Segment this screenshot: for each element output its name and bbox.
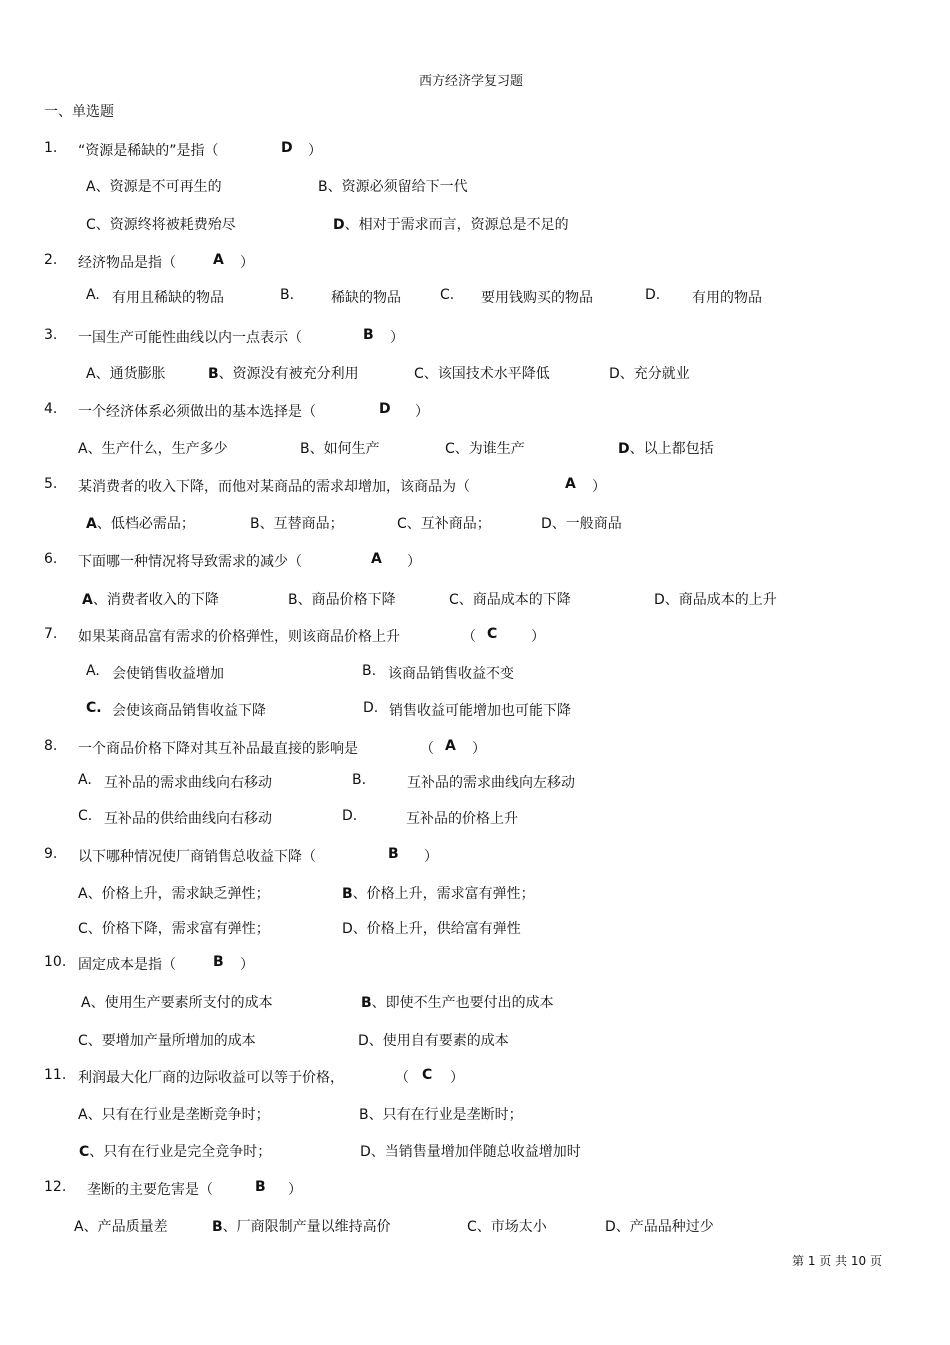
option-item [78,883,270,903]
option-text: 、低档必需品； [96,516,195,532]
option-item [609,363,690,383]
option-item [397,513,491,533]
answer-key: C [422,1067,433,1083]
option-text: 、如何生产 [309,441,380,457]
option-text: 互补品的价格上升 [406,811,518,827]
option-item [360,1141,581,1161]
option-letter: C [467,1219,477,1235]
question-stem: 利润最大化厂商的边际收益可以等于价格， [78,1070,344,1086]
question-stem: 一个经济体系必须做出的基本选择是（ [78,404,316,420]
option-item [605,1216,714,1236]
option-letter: A [86,516,97,532]
option-letter: D [358,1033,369,1049]
question-open-paren: （ [462,629,476,645]
option-letter: B. [280,287,295,303]
option-text: 、当销售量增加伴随总收益增加时 [370,1144,581,1160]
question-number: 11. [44,1067,67,1083]
option-text: 会使销售收益增加 [112,666,224,682]
question-stem: 一国生产可能性曲线以内一点表示（ [78,330,302,346]
option-letter: D [609,366,620,382]
option-text: 、即使不生产也要付出的成本 [371,995,554,1011]
question-close-paren: ） [240,255,254,271]
question-number: 10. [44,954,67,970]
option-item [359,1104,523,1124]
option-letter: B [359,1107,369,1123]
option-text: 、商品成本的上升 [664,592,777,608]
answer-key: D [379,401,391,417]
option-letter: D. [645,287,661,303]
option-item [78,1030,256,1050]
option-letter: C [449,592,459,608]
option-item [358,1030,509,1050]
option-letter: B [208,366,219,382]
option-letter: C [78,1033,88,1049]
page-footer: 第 1 页 共 10 页 [792,1254,882,1268]
option-text: 、只有在行业是垄断竞争时； [87,1107,270,1123]
page-title: 西方经济学复习题 [419,74,524,89]
option-letter: A. [86,287,100,303]
option-letter: C [79,1144,90,1160]
answer-key: B [363,327,374,343]
option-letter: A. [78,772,92,788]
option-text: 、价格上升，需求缺乏弹性； [87,886,270,902]
option-item [212,1216,391,1236]
answer-key: A [565,476,576,492]
answer-key: D [281,140,293,156]
option-text: 、产品品种过少 [615,1219,714,1235]
option-letter: D [605,1219,616,1235]
option-text: 、生产什么，生产多少 [87,441,228,457]
option-letter: B. [362,663,377,679]
option-text: 、商品价格下降 [297,592,396,608]
section-heading: 一、单选题 [44,104,114,120]
option-item [318,176,468,196]
question-number: 2. [44,252,58,268]
option-item [300,438,380,458]
question-close-paren: ） [450,1070,464,1086]
question-open-paren: （ [395,1070,409,1086]
option-letter: D [333,217,345,233]
question-number: 3. [44,327,58,343]
option-letter: B [342,886,353,902]
option-text: 、相对于需求而言，资源总是不足的 [344,217,569,233]
option-item [86,176,222,196]
option-letter: C. [86,700,102,716]
option-text: 、互替商品； [259,516,344,532]
option-letter: B [300,441,310,457]
question-close-paren: ） [288,1182,302,1198]
question-stem: 固定成本是指（ [78,957,176,973]
answer-key: B [213,954,224,970]
option-text: 、资源是不可再生的 [95,179,222,195]
option-letter: D. [342,808,358,824]
option-letter: C [78,921,88,937]
answer-key: B [388,846,399,862]
option-text: 、产品质量差 [83,1219,168,1235]
option-text: 、商品成本的下降 [458,592,571,608]
option-text: 、价格下降，需求富有弹性； [87,921,270,937]
option-letter: A [78,886,88,902]
option-item [208,363,359,383]
option-item [333,214,569,234]
option-letter: B [212,1219,223,1235]
option-letter: A. [86,663,100,679]
option-letter: C [445,441,455,457]
option-text: 要用钱购买的物品 [481,290,593,306]
option-item [445,438,525,458]
option-letter: D [654,592,665,608]
option-item [78,438,228,458]
question-close-paren: ） [531,629,545,645]
option-text: 、使用自有要素的成本 [368,1033,509,1049]
question-stem: 经济物品是指（ [78,255,176,271]
option-item [81,992,273,1012]
question-open-paren: （ [420,741,434,757]
option-text: 、要增加产量所增加的成本 [87,1033,256,1049]
option-item [541,513,622,533]
option-letter: A [81,995,91,1011]
option-letter: C. [440,287,455,303]
option-letter: C [86,217,96,233]
option-text: 稀缺的物品 [331,290,401,306]
option-text: 、该国技术水平降低 [423,366,550,382]
option-text: 、价格上升，供给富有弹性 [352,921,521,937]
option-item [618,438,714,458]
option-text: 、消费者收入的下降 [92,592,219,608]
question-close-paren: ） [308,143,322,159]
question-close-paren: ） [472,741,486,757]
option-item [86,363,166,383]
option-item [414,363,550,383]
option-text: 、通货膨胀 [95,366,166,382]
question-number: 12. [44,1179,67,1195]
option-text: 互补品的需求曲线向右移动 [104,775,272,791]
option-item [86,513,195,533]
question-close-paren: ） [415,404,429,420]
question-stem: 以下哪种情况使厂商销售总收益下降（ [78,849,316,865]
option-text: 、市场太小 [476,1219,547,1235]
option-text: 销售收益可能增加也可能下降 [389,703,571,719]
option-text: 、使用生产要素所支付的成本 [90,995,273,1011]
option-text: 、资源没有被充分利用 [218,366,359,382]
option-item [654,589,777,609]
option-letter: D [342,921,353,937]
question-close-paren: ） [390,330,404,346]
option-item [449,589,571,609]
option-item [467,1216,547,1236]
option-letter: A [82,592,93,608]
option-item [78,918,270,938]
option-item [74,1216,168,1236]
option-item [288,589,396,609]
question-close-paren: ） [240,957,254,973]
question-close-paren: ） [424,849,438,865]
option-letter: A [86,366,96,382]
option-letter: C [397,516,407,532]
question-stem: 某消费者的收入下降，而他对某商品的需求却增加，该商品为（ [78,479,470,495]
option-text: 互补品的需求曲线向左移动 [407,775,575,791]
option-text: 互补品的供给曲线向右移动 [104,811,272,827]
option-item [342,883,535,903]
answer-key: A [445,738,456,754]
question-number: 5. [44,476,58,492]
question-close-paren: ） [592,479,606,495]
option-letter: B [288,592,298,608]
option-text: 该商品销售收益不变 [388,666,514,682]
option-text: 、厂商限制产量以维持高价 [222,1219,391,1235]
option-text: 、充分就业 [619,366,690,382]
option-text: 会使该商品销售收益下降 [112,703,266,719]
question-stem: 垄断的主要危害是（ [87,1182,213,1198]
option-text: 、资源终将被耗费殆尽 [95,217,236,233]
question-number: 4. [44,401,58,417]
option-letter: A [86,179,96,195]
option-letter: B. [352,772,367,788]
option-letter: B [361,995,372,1011]
question-stem: 一个商品价格下降对其互补品最直接的影响是 [78,741,358,757]
answer-key: A [371,551,382,567]
option-letter: C [414,366,424,382]
option-text: 、只有在行业是垄断时； [368,1107,523,1123]
option-letter: C. [78,808,93,824]
option-letter: A [74,1219,84,1235]
answer-key: B [255,1179,266,1195]
option-text: 、以上都包括 [629,441,714,457]
option-item [250,513,344,533]
option-text: 、资源必须留给下一代 [327,179,468,195]
question-number: 6. [44,551,58,567]
option-letter: D [360,1144,371,1160]
option-text: 、价格上升，需求富有弹性； [352,886,535,902]
option-text: 、只有在行业是完全竞争时； [89,1144,272,1160]
option-item [86,214,236,234]
question-number: 8. [44,738,58,754]
option-text: 、一般商品 [551,516,622,532]
option-item [82,589,219,609]
answer-key: C [487,626,498,642]
option-letter: B [318,179,328,195]
option-letter: D [541,516,552,532]
option-item [78,1104,270,1124]
question-number: 7. [44,626,58,642]
question-stem: 下面哪一种情况将导致需求的减少（ [78,554,302,570]
question-stem: “资源是稀缺的”是指（ [78,143,219,159]
option-letter: A [78,1107,88,1123]
question-number: 1. [44,140,58,156]
option-text: 、互补商品； [406,516,491,532]
option-text: 有用且稀缺的物品 [112,290,224,306]
option-item [79,1141,271,1161]
option-item [342,918,521,938]
option-text: 有用的物品 [692,290,762,306]
question-number: 9. [44,846,58,862]
option-text: 、为谁生产 [454,441,525,457]
question-close-paren: ） [407,554,421,570]
answer-key: A [213,252,224,268]
question-stem: 如果某商品富有需求的价格弹性，则该商品价格上升 [78,629,400,645]
option-letter: D [618,441,630,457]
option-letter: A [78,441,88,457]
option-letter: D. [363,700,379,716]
option-letter: B [250,516,260,532]
option-item [361,992,554,1012]
